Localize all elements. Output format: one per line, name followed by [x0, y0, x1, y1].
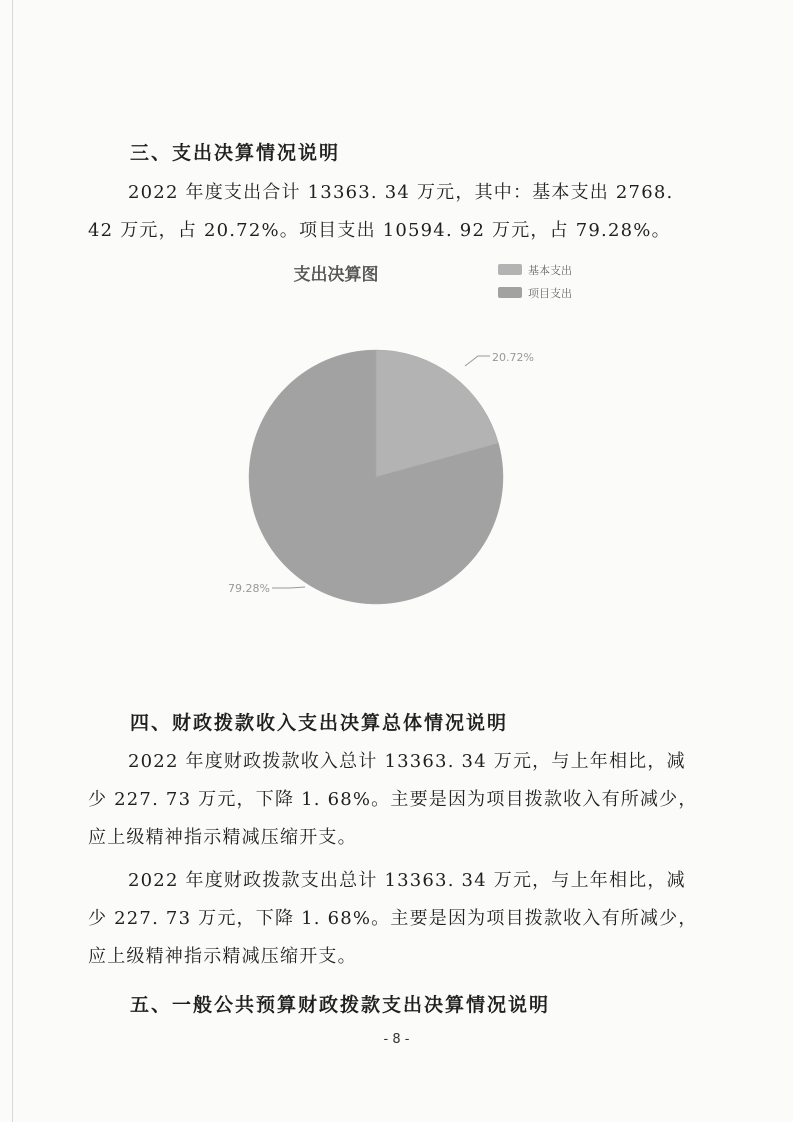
- legend-swatch-basic: [498, 264, 522, 275]
- slice-label-basic: 20.72%: [492, 351, 534, 364]
- section4-paragraph-income: 2022 年度财政拨款收入总计 13363. 34 万元，与上年相比，减少 227. 73 万元，下降 1. 68%。主要是因为项目拨款收入有所减少，应上级精神指示精减压缩开支。: [88, 751, 698, 848]
- section3-heading: 三、支出决算情况说明: [130, 142, 341, 164]
- slice-label-leader-basic: [465, 356, 490, 366]
- legend-swatch-project: [498, 287, 522, 298]
- section5-heading: 五、一般公共预算财政拨款支出决算情况说明: [130, 994, 551, 1016]
- slice-label-project: 79.28%: [228, 582, 270, 595]
- section3-paragraph: 2022 年度支出合计 13363. 34 万元，其中：基本支出 2768. 42 万元，占 20.72%。项目支出 10594. 92 万元，占 79.28%。: [88, 182, 674, 241]
- page-number: - 8 -: [383, 1032, 410, 1047]
- chart-title: 支出决算图: [293, 265, 379, 285]
- legend-label-basic: 基本支出: [528, 264, 572, 277]
- pie-slices: [249, 350, 503, 604]
- pie-chart-svg: [200, 252, 600, 622]
- section4-heading: 四、财政拨款收入支出决算总体情况说明: [130, 712, 509, 734]
- slice-label-leader-project: [272, 587, 305, 588]
- legend-label-project: 项目支出: [528, 287, 572, 300]
- expenditure-pie-chart: [200, 252, 600, 622]
- scan-edge-line: [12, 0, 13, 1122]
- section4-paragraph-expenditure: 2022 年度财政拨款支出总计 13363. 34 万元，与上年相比，减少 227. 73 万元，下降 1. 68%。主要是因为项目拨款收入有所减少，应上级精神指示精减压缩开支。: [88, 870, 698, 967]
